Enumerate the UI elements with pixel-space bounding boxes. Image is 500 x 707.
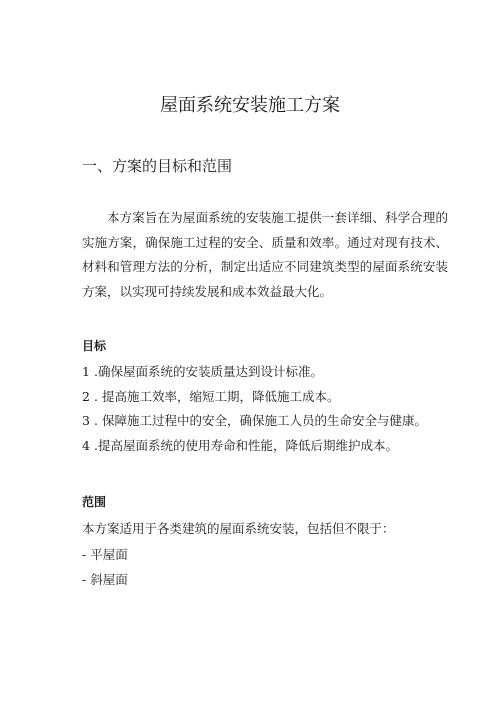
goal-number: 1 [82,364,90,379]
scope-item-pitched-roof: - 斜屋面 [82,571,128,587]
goal-text: .确保屋面系统的安装质量达到设计标准。 [94,364,323,379]
goal-text: .提高屋面系统的使用寿命和性能，降低后期维护成本。 [94,437,398,453]
goals-heading: 目标 [82,339,107,353]
goal-number: 4 [82,437,90,453]
scope-list [82,543,128,592]
goals-list [82,360,452,458]
goal-number: 3 [82,413,90,428]
scope-heading: 范围 [82,495,107,509]
goal-text: . 保障施工过程中的安全，确保施工人员的生命安全与健康。 [94,413,427,428]
intro-paragraph: 本方案旨在为屋面系统的安装施工提供一套详细、科学合理的实施方案，确保施工过程的安全、质量和效率。通过对现有技术、材料和管理方法的分析，制定出适应不同建筑类型的屋面系统安装方案，以实现可持续发展和成本效益最大化。 [82,210,448,299]
scope-item-flat-roof: - 平屋面 [82,547,128,562]
goal-text: . 提高施工效率，缩短工期，降低施工成本。 [94,388,340,404]
goal-number: 2 [82,388,90,404]
goal-item-3 [82,409,452,434]
scope-paragraph: 本方案适用于各类建筑的屋面系统安装，包括但不限于： [82,521,395,536]
goal-item-2 [82,385,452,410]
goal-item-1 [82,360,452,385]
document-title: 屋面系统安装施工方案 [160,95,340,116]
section-heading: 一、方案的目标和范围 [82,157,233,175]
goal-item-4 [82,434,452,459]
